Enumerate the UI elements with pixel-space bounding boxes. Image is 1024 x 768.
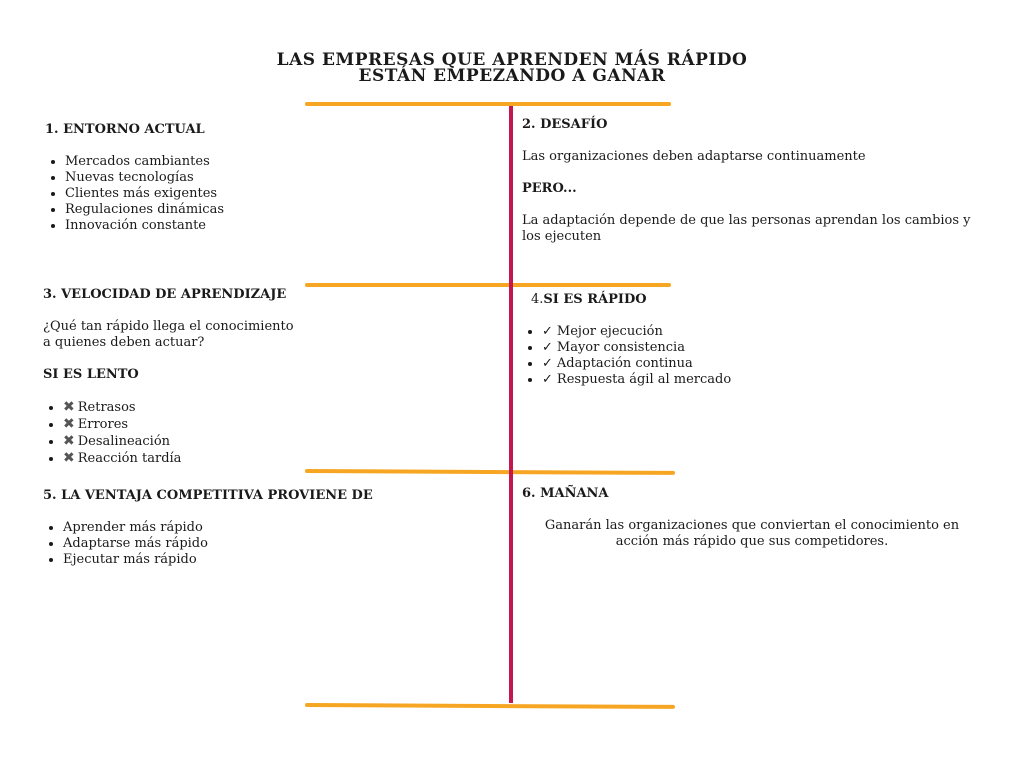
list-item: ✓ • Mejor ejecución xyxy=(542,324,922,340)
list-item: • Innovación constante xyxy=(65,218,285,234)
cross-mark-icon: ✖ xyxy=(63,433,75,449)
section-entorno-actual xyxy=(45,122,285,234)
list-item: • Aprender más rápido xyxy=(63,520,463,536)
section-2-pero: PERO... xyxy=(522,181,577,196)
section-2-text-1: Las organizaciones deben adaptarse continuamente xyxy=(522,149,866,164)
section-6-text: Ganarán las organizaciones que conviertan el conocimiento en acción más rápido que sus competidores. xyxy=(544,518,960,549)
horizontal-line-row2 xyxy=(305,469,675,475)
section-3-list xyxy=(43,399,343,467)
page-title xyxy=(0,52,1024,84)
vertical-divider-line xyxy=(509,106,513,703)
list-item: ✓ • Mayor consistencia xyxy=(542,340,922,356)
list-item: • Adaptarse más rápido xyxy=(63,536,463,552)
list-item: • Ejecutar más rápido xyxy=(63,552,463,568)
section-4-heading xyxy=(522,292,922,308)
section-3-slow-label: SI ES LENTO xyxy=(43,367,139,382)
horizontal-line-bottom xyxy=(305,703,675,709)
page-title-line-1: LAS EMPRESAS QUE APRENDEN MÁS RÁPIDO xyxy=(276,50,748,70)
section-3-question-line-1: ¿Qué tan rápido llega el conocimiento xyxy=(43,319,294,334)
section-3-question-line-2: a quienes deben actuar? xyxy=(43,335,205,350)
section-2-heading: 2. DESAFÍO xyxy=(522,117,608,132)
section-6-heading: 6. MAÑANA xyxy=(522,486,609,501)
section-4-list xyxy=(522,324,922,388)
section-2-text-2: La adaptación depende de que las personas aprendan los cambios y los ejecuten xyxy=(522,213,971,244)
section-desafio xyxy=(522,117,982,245)
list-item: • ✖ Desalineación xyxy=(63,433,343,450)
section-si-es-rapido xyxy=(522,292,922,388)
list-item: • Mercados cambiantes xyxy=(65,154,285,170)
horizontal-line-row1 xyxy=(305,283,671,287)
section-3-heading: 3. VELOCIDAD DE APRENDIZAJE xyxy=(43,287,287,302)
list-item: • Regulaciones dinámicas xyxy=(65,202,285,218)
page-title-line-2: ESTÁN EMPEZANDO A GANAR xyxy=(358,66,666,86)
horizontal-line-top xyxy=(305,102,671,106)
cross-mark-icon: ✖ xyxy=(63,450,75,466)
list-item: • ✖ Reacción tardía xyxy=(63,450,343,467)
section-5-list xyxy=(43,520,463,568)
section-4-title: SI ES RÁPIDO xyxy=(543,292,647,307)
section-ventaja-competitiva xyxy=(43,488,463,568)
cross-mark-icon: ✖ xyxy=(63,416,75,432)
list-item: • ✖ Retrasos xyxy=(63,399,343,416)
list-item: • Nuevas tecnologías xyxy=(65,170,285,186)
section-1-list xyxy=(45,154,285,234)
list-item: ✓ • Respuesta ágil al mercado xyxy=(542,372,922,388)
section-1-heading: 1. ENTORNO ACTUAL xyxy=(45,122,205,137)
list-item: • Clientes más exigentes xyxy=(65,186,285,202)
section-4-number: 4. xyxy=(531,292,544,307)
section-5-heading: 5. LA VENTAJA COMPETITIVA PROVIENE DE xyxy=(43,488,373,503)
cross-mark-icon: ✖ xyxy=(63,399,75,415)
list-item: • ✖ Errores xyxy=(63,416,343,433)
section-velocidad-aprendizaje xyxy=(43,287,343,467)
list-item: ✓ • Adaptación continua xyxy=(542,356,922,372)
section-manana xyxy=(522,486,982,550)
